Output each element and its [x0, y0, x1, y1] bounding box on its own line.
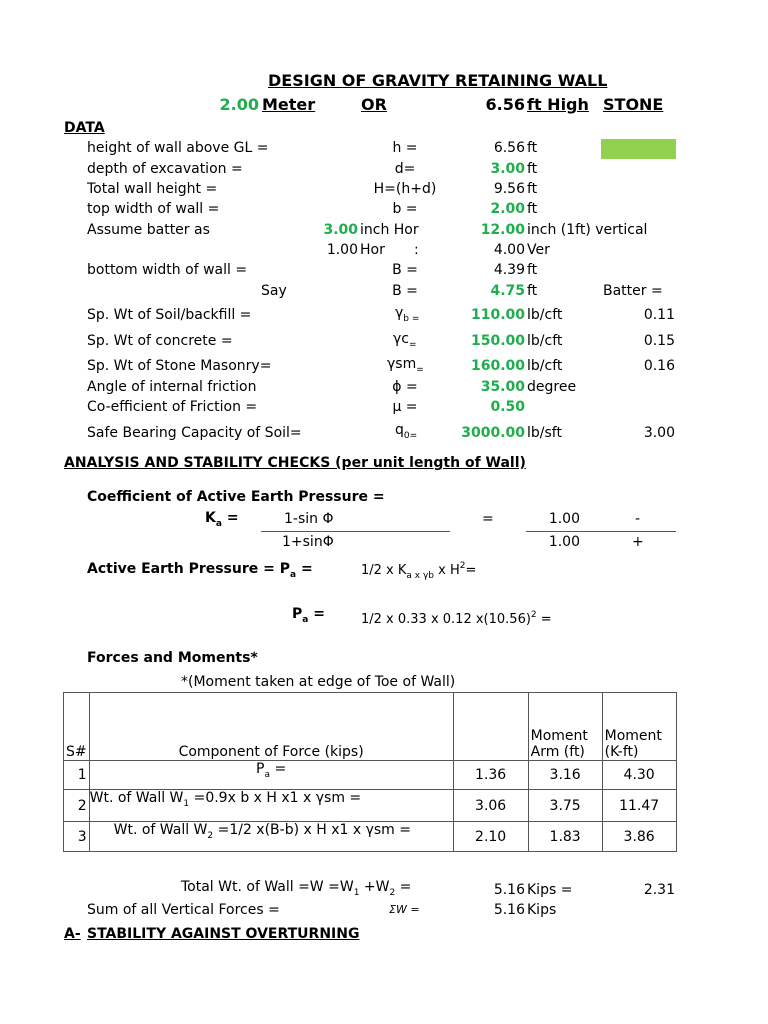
meter-label: Meter [262, 95, 316, 114]
val-b: 2.00 [490, 201, 525, 217]
header-force-blank [453, 693, 528, 761]
sym-gamma-sm: γsm$_=$ [387, 356, 424, 375]
val-ratio-hor: 1.00 [326, 242, 358, 258]
row1-arm: 3.16 [528, 761, 602, 790]
ka-den-value: 1.00 [548, 534, 580, 550]
batter-label: Batter = [603, 283, 663, 299]
ka-heading: Coefficient of Active Earth Pressure = [87, 489, 385, 505]
green-highlight-cell [601, 139, 676, 159]
val-friction-coeff: 0.50 [490, 399, 525, 415]
vertical-forces-label: Sum of all Vertical Forces = [87, 902, 280, 918]
height-meters: 2.00 [219, 95, 259, 114]
unit-d: ft [527, 161, 538, 177]
sym-q0: $q_{0=}$ [395, 422, 418, 441]
label-total-height: Total wall height = [87, 181, 218, 197]
header-sno: S# [64, 693, 90, 761]
extra-bearing-capacity: 3.00 [643, 425, 675, 441]
unit-ratio-ver: Ver [527, 242, 550, 258]
extra-soil-weight: 0.11 [643, 307, 675, 323]
ka-label: $K_a$ = [205, 510, 239, 529]
val-total-h: 9.56 [493, 181, 525, 197]
or-label: OR [361, 95, 387, 114]
header-moment: Moment (K-ft) [602, 693, 676, 761]
ka-minus: - [635, 511, 641, 527]
ft-high-label: ft High [527, 95, 589, 114]
unit-concrete-weight: lb/cft [527, 333, 563, 349]
sym-h: h = [392, 140, 418, 156]
analysis-heading: ANALYSIS AND STABILITY CHECKS (per unit length of Wall) [64, 455, 526, 471]
total-weight-extra: 2.31 [643, 882, 675, 898]
ka-numerator: 1-sin Φ [284, 511, 334, 527]
vertical-forces-unit: Kips [527, 902, 557, 918]
sym-gamma-b: $\gamma_{b =}$ [395, 305, 420, 324]
row2-arm: 3.75 [528, 790, 602, 822]
forces-heading: Forces and Moments* [87, 650, 258, 666]
forces-table [63, 692, 677, 852]
sym-total-h: H=(h+d) [373, 181, 437, 197]
sym-B: B = [392, 262, 418, 278]
data-heading: DATA [64, 120, 105, 136]
label-soil-weight: Sp. Wt of Soil/backfill = [87, 307, 252, 323]
sym-d: d= [394, 161, 416, 177]
val-stone-weight: 160.00 [470, 358, 525, 374]
moment-note: *(Moment taken at edge of Toe of Wall) [181, 674, 456, 690]
ka-equals: = [482, 511, 494, 527]
val-d: 3.00 [490, 161, 525, 177]
row2-force: 3.06 [453, 790, 528, 822]
val-B: 4.39 [493, 262, 525, 278]
ka-plus: + [632, 534, 644, 550]
sym-phi: ϕ = [392, 379, 418, 395]
val-B-say: 4.75 [490, 283, 525, 299]
vertical-forces-symbol: ΣW = [389, 903, 420, 916]
sym-gamma-c: $\gamma c_=$ [393, 331, 417, 350]
header-component: Component of Force (kips) [89, 693, 453, 761]
label-friction-coeff: Co-efficient of Friction = [87, 399, 258, 415]
label-friction-angle: Angle of internal friction [87, 379, 257, 395]
label-batter: Assume batter as [87, 222, 210, 238]
pa-substituted-formula: 1/2 x 0.33 x 0.12 $x(10.56)^2$ = [361, 610, 552, 627]
overturning-prefix: A- [64, 926, 81, 942]
pa-heading: Active Earth Pressure = $P_a$ = [87, 561, 313, 580]
total-weight-value: 5.16 [493, 882, 525, 898]
row3-sno: 3 [64, 822, 90, 852]
val-batter-hor: 3.00 [323, 222, 358, 238]
val-ratio-ver: 4.00 [493, 242, 525, 258]
unit-friction-angle: degree [527, 379, 577, 395]
header-moment-arm: Moment Arm (ft) [528, 693, 602, 761]
total-weight-label: Total Wt. of Wall $=W =W_1 +W_2$ = [181, 879, 412, 898]
pa-formula: 1/2 x $K_{a x \gamma b}$ x $H^2=$ [361, 561, 477, 581]
sym-B-say: B = [392, 283, 418, 299]
total-weight-unit: Kips = [527, 882, 573, 898]
label-bearing-capacity: Safe Bearing Capacity of Soil= [87, 425, 302, 441]
sym-mu: μ = [392, 399, 418, 415]
val-h: 6.56 [493, 140, 525, 156]
unit-batter-hor: inch Hor [360, 222, 419, 238]
row2-component: Wt. of Wall $W_1 =0.9x$ b x H x1 x γsm = [89, 790, 453, 822]
vertical-forces-value: 5.16 [493, 902, 525, 918]
val-batter-vert: 12.00 [480, 222, 525, 238]
unit-h: ft [527, 140, 538, 156]
label-height-wall: height of wall above GL = [87, 140, 269, 156]
table-row [64, 822, 677, 852]
label-stone-weight: Sp. Wt of Stone Masonry= [87, 358, 272, 374]
row2-moment: 11.47 [602, 790, 676, 822]
table-row [64, 761, 677, 790]
table-header-row [64, 693, 677, 761]
pa-label: $P_a$ = [292, 606, 325, 625]
unit-b: ft [527, 201, 538, 217]
ka-num-value: 1.00 [548, 511, 580, 527]
row3-arm: 1.83 [528, 822, 602, 852]
extra-stone-weight: 0.16 [643, 358, 675, 374]
overturning-heading: STABILITY AGAINST OVERTURNING [87, 926, 360, 942]
height-feet: 6.56 [485, 95, 525, 114]
label-bottom-width: bottom width of wall = [87, 262, 248, 278]
row1-sno: 1 [64, 761, 90, 790]
stone-label: STONE [603, 95, 664, 114]
ratio-colon: : [414, 242, 419, 258]
row1-moment: 4.30 [602, 761, 676, 790]
ka-fraction-line [261, 531, 450, 532]
unit-soil-weight: lb/cft [527, 307, 563, 323]
unit-total-h: ft [527, 181, 538, 197]
extra-concrete-weight: 0.15 [643, 333, 675, 349]
ka-denominator: 1+sinΦ [282, 534, 334, 550]
page-title: DESIGN OF GRAVITY RETAINING WALL [268, 71, 608, 90]
unit-batter-vert: inch (1ft) vertical [527, 222, 648, 238]
row2-sno: 2 [64, 790, 90, 822]
row1-force: 1.36 [453, 761, 528, 790]
row1-component: $P_a$ = [89, 761, 453, 790]
unit-B: ft [527, 262, 538, 278]
label-top-width: top width of wall = [87, 201, 220, 217]
val-bearing-capacity: 3000.00 [461, 425, 525, 441]
val-concrete-weight: 150.00 [470, 333, 525, 349]
val-soil-weight: 110.00 [470, 307, 525, 323]
unit-B-say: ft [527, 283, 538, 299]
unit-bearing-capacity: lb/sft [527, 425, 562, 441]
val-friction-angle: 35.00 [480, 379, 525, 395]
ka-value-line [526, 531, 676, 532]
row3-force: 2.10 [453, 822, 528, 852]
unit-ratio-hor: Hor [360, 242, 385, 258]
sym-b: b = [392, 201, 418, 217]
label-concrete-weight: Sp. Wt of concrete = [87, 333, 233, 349]
unit-stone-weight: lb/cft [527, 358, 563, 374]
row3-moment: 3.86 [602, 822, 676, 852]
label-say: Say [261, 283, 287, 299]
table-row [64, 790, 677, 822]
label-depth-excavation: depth of excavation = [87, 161, 243, 177]
row3-component: Wt. of Wall $W_2 =1/2$ x(B-b) x H x1 x γsm = [89, 822, 453, 852]
